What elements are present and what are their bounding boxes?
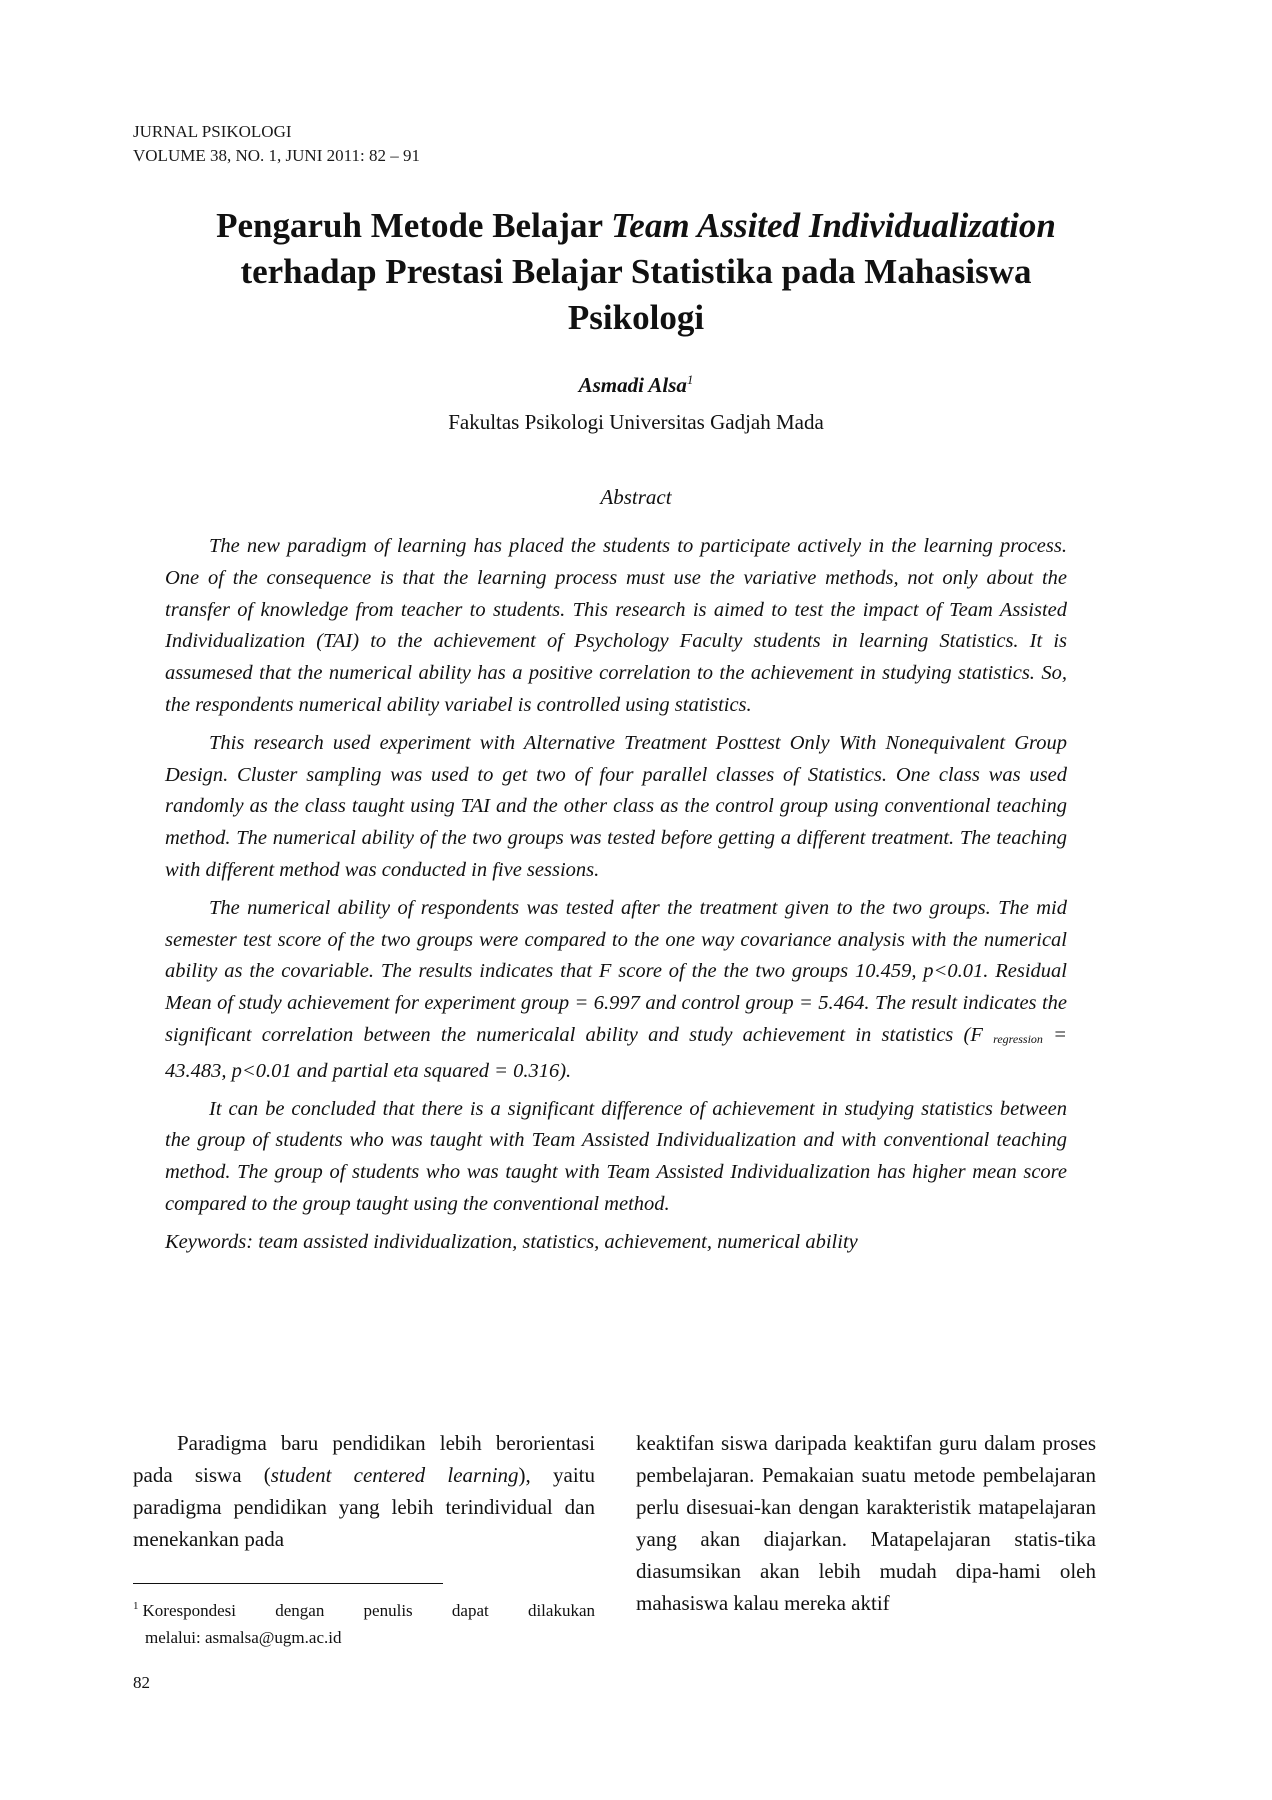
title-line-3: Psikologi [567, 298, 705, 337]
title-line-2: terhadap Prestasi Belajar Statistika pada Mahasiswa [240, 252, 1032, 291]
journal-header [133, 120, 420, 168]
body-column-right [636, 1427, 1096, 1619]
author-footnote-mark: 1 [686, 372, 694, 387]
footnote-line-2: melalui: asmalsa@ugm.ac.id [145, 1628, 342, 1647]
journal-issue: VOLUME 38, NO. 1, JUNI 2011: 82 – 91 [133, 146, 420, 165]
author [130, 373, 1142, 398]
abstract-paragraph-4: It can be concluded that there is a significant difference of achievement in studying statistics between the group of students who was taught with Team Assisted Individualization and with conventional teaching method. The group of students who was taught with Team Assisted Individualization has higher mean score compared to the group taught using the conventional method. [165, 1097, 1067, 1215]
body-column-left [133, 1427, 595, 1555]
keywords: Keywords: team assisted individualization, statistics, achievement, numerical ability [165, 1230, 858, 1253]
article-title [130, 203, 1142, 341]
page-number: 82 [133, 1673, 150, 1692]
affiliation: Fakultas Psikologi Universitas Gadjah Mada [448, 410, 824, 434]
abstract-paragraph-3: The numerical ability of respondents was tested after the treatment given to the two groups. The mid semester test score of the two groups were compared to the one way covariance analysis with the numerical ability as the covariable. The results indicates that F score of the the two groups 10.459, p<0.01. Residual Mean of study achievement for experiment group = 6.997 and control group = 5.464. The result indicates the significant correlation between the numericalal ability and study achievement in statistics (F regression = 43.483, p<0.01 and partial eta squared = 0.316). [165, 896, 1067, 1082]
footnote-divider [133, 1583, 443, 1584]
title-italic-term: Team Assited Individualization [611, 206, 1056, 245]
body-paragraph-right: keaktifan siswa daripada keaktifan guru dalam proses pembelajaran. Pemakaian suatu metode pembelajaran perlu disesuai-kan dengan karakteristik matapelajaran yang akan diajarkan. Matapelajaran statis-tika diasumsikan akan lebih mudah dipa-hami oleh mahasiswa kalau mereka aktif [636, 1431, 1096, 1615]
abstract-heading: Abstract [600, 485, 672, 509]
body-paragraph-left: Paradigma baru pendidikan lebih berorientasi pada siswa (student centered learning), yaitu paradigma pendidikan yang lebih terindividual dan menekankan pada [133, 1431, 595, 1551]
abstract-body [165, 531, 1067, 1259]
footnote-line-1: $^1$ Korespondesi dengan penulis dapat dilakukan [133, 1600, 595, 1620]
footnote-mark: 1 [133, 1600, 139, 1612]
abstract-paragraph-2: This research used experiment with Alternative Treatment Posttest Only With Nonequivalent Group Design. Cluster sampling was used to get two of four parallel classes of Statistics. One class was used randomly as the class taught using TAI and the other class as the control group using conventional teaching method. The numerical ability of the two groups was tested before getting a different treatment. The teaching with different method was conducted in five sessions. [165, 731, 1067, 881]
footnote [133, 1597, 595, 1651]
abstract-paragraph-1: The new paradigm of learning has placed the students to participate actively in the learning process. One of the consequence is that the learning process must use the variative methods, not only about the transfer of knowledge from teacher to students. This research is aimed to test the impact of Team Assisted Individualization (TAI) to the achievement of Psychology Faculty students in learning Statistics. It is assumesed that the numerical ability has a positive correlation to the achievement in studying statistics. So, the respondents numerical ability variabel is controlled using statistics. [165, 535, 1067, 716]
author-name: Asmadi Alsa [578, 373, 687, 397]
title-line-1: Pengaruh Metode Belajar Team Assited Individualization [216, 206, 1056, 245]
regression-subscript: regression [993, 1031, 1043, 1046]
journal-name: JURNAL PSIKOLOGI [133, 122, 292, 141]
italic-term: student centered learning [270, 1463, 519, 1487]
